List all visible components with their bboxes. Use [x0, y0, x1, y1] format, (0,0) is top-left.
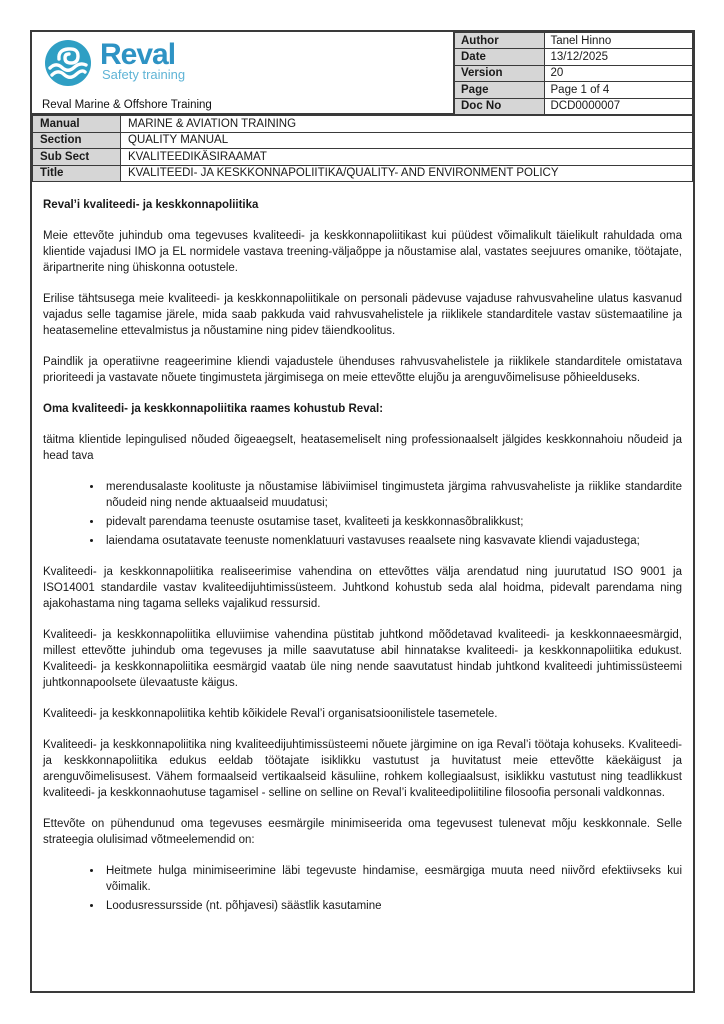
meta-row-page: [454, 82, 693, 98]
meta-value-docno: DCD0000007: [544, 98, 693, 114]
brand-tagline: Safety training: [102, 67, 186, 82]
commitment-bullet-list: [43, 479, 682, 549]
company-line: Reval Marine & Offshore Training: [42, 99, 212, 111]
section-value: QUALITY MANUAL: [121, 132, 693, 149]
body-heading-policy: Reval’i kvaliteedi- ja keskkonnapoliitika: [43, 199, 259, 211]
logo: [44, 39, 453, 87]
meta-row-author: [454, 33, 693, 49]
paragraph: Paindlik ja operatiivne reageerimine kliendi vajadustele ühenduses rahvusvahelistele ja riiklikele standarditele omistatava prioriteedi ja vastavate nõuete tingimusteta järgimisega on meie ettevõtte elujõu ja arenguvõimelisuse põhieelduseks.: [43, 356, 682, 384]
title-value: KVALITEEDI- JA KESKKONNAPOLIITIKA/QUALITY- AND ENVIRONMENT POLICY: [121, 165, 693, 182]
document-header: [32, 32, 693, 115]
meta-value-version: 20: [544, 65, 693, 81]
row-subsect: [33, 149, 693, 166]
paragraph: Meie ettevõte juhindub oma tegevuses kvaliteedi- ja keskkonnapoliitikast kui püüdest võimalikult täielikult rahuldada oma klientide vajadusi IMO ja EL normidele vastava treening-väljaõppe ja nõustamise alal, vastates seejuures omanike, töötajate, äripartnerite ning ühiskonna ootustele.: [43, 230, 682, 274]
meta-label-docno: Doc No: [454, 98, 544, 114]
section-label: Section: [33, 132, 121, 149]
brand-name: Reval: [100, 38, 176, 71]
environment-bullet-list: [43, 863, 682, 914]
meta-label-author: Author: [454, 33, 544, 49]
subsect-value: KVALITEEDIKÄSIRAAMAT: [121, 149, 693, 166]
body-heading-commitments: Oma kvaliteedi- ja keskkonnapoliitika raames kohustub Reval:: [43, 403, 384, 415]
meta-value-author: Tanel Hinno: [544, 33, 693, 49]
paragraph: Kvaliteedi- ja keskkonnapoliitika kehtib kõikidele Reval’i organisatsioonilistele tasemetele.: [43, 708, 498, 720]
meta-label-page: Page: [454, 82, 544, 98]
list-item: • merendusalaste koolituste ja nõustamise läbiviimisel tingimusteta järgima rahvusvaheliste ja riiklike standardite nõudeid ning nende aktuaalseid muudatusi;: [103, 479, 682, 511]
list-item: • laiendama osutatavate teenuste nomenklatuuri vastavuses reaalsete ning kasvavate kliendi vajadustega;: [103, 533, 682, 549]
reval-wave-logo-icon: [44, 39, 92, 87]
row-title: [33, 165, 693, 182]
meta-label-date: Date: [454, 49, 544, 65]
subsect-label: Sub Sect: [33, 149, 121, 166]
logo-text: [100, 39, 185, 82]
meta-row-docno: [454, 98, 693, 114]
document-body: [32, 182, 693, 914]
paragraph: Kvaliteedi- ja keskkonnapoliitika ning kvaliteedijuhtimissüsteemi nõuete järgimine on iga Reval’i töötaja kohuseks. Kvaliteedi- ja keskkonnapoliitika edukus eeldab töötajate isiklikku vastutust ja huvitatust meie ettevõtte käekäigust ja arenguvõimelisusest. Vähem formaalseid vertikaalseid käsuliine, rohkem kollegiaalsust, isiklikku vastutust ning teadlikkust kvaliteedi- ja keskkonnaohutuse tagamisel - selline on selline on Reval’i kvaliteedipoliitiline filosoofia personali valdkonnas.: [43, 739, 682, 799]
paragraph: Kvaliteedi- ja keskkonnapoliitika realiseerimise vahendina on ettevõttes välja arendatud ning juurutatud ISO 9001 ja ISO14001 standardile vastav kvaliteedijuhtimissüsteem. Juhtkond kohustub seda alal hoidma, pidevalt parendama ning ajakohastama ning tagama selleks vajalikud ressursid.: [43, 566, 682, 610]
paragraph: Erilise tähtsusega meie kvaliteedi- ja keskkonnapoliitikale on personali pädevuse vajaduse rahvusvaheline ulatus kasvanud vajadus selle tagamise järele, mida saab pakkuda vaid rahvusvahelistele ja riiklikele standarditele vastav süstemaatiline ja heatasemeline ettevalmistus ja nõustamine ning pidev täiendkoolitus.: [43, 293, 682, 337]
manual-label: Manual: [33, 116, 121, 133]
classification-table: [32, 115, 693, 182]
meta-value-date: 13/12/2025: [544, 49, 693, 65]
list-item: • Heitmete hulga minimiseerimine läbi tegevuste hindamise, eesmärgiga muuta need niivõrd efektiivseks kui võimalik.: [103, 863, 682, 895]
row-section: [33, 132, 693, 149]
meta-value-page: Page 1 of 4: [544, 82, 693, 98]
title-label: Title: [33, 165, 121, 182]
logo-cell: [32, 32, 453, 113]
manual-value: MARINE & AVIATION TRAINING: [121, 116, 693, 133]
meta-row-date: [454, 49, 693, 65]
meta-row-version: [454, 65, 693, 81]
meta-label-version: Version: [454, 65, 544, 81]
meta-table: [453, 32, 693, 115]
paragraph: Kvaliteedi- ja keskkonnapoliitika elluviimise vahendina püstitab juhtkond mõõdetavad kvaliteedi- ja keskkonnaeesmärgid, millest ettevõtte juhindub oma tegevuses ja mille saavutatuse abil hinnatakse kvaliteedi- ja keskkonnapoliitika edukust. Kvaliteedi- ja keskkonnapoliitika eesmärgid vaatab üle ning nende saavutatust hindab juhtkond kvaliteedi juhtimissüsteemi juhtkonnapoolsete ülevaatuste käigus.: [43, 629, 682, 689]
row-manual: [33, 116, 693, 133]
document-frame: [30, 30, 695, 993]
list-item: • Loodusressursside (nt. põhjavesi) säästlik kasutamine: [103, 898, 682, 914]
paragraph: täitma klientide lepingulised nõuded õigeaegselt, heatasemeliselt ning professionaalselt jälgides keskkonnahoiu nõudeid ja head tava: [43, 434, 682, 462]
list-item: • pidevalt parendama teenuste osutamise taset, kvaliteeti ja keskkonnasõbralikkust;: [103, 514, 682, 530]
paragraph: Ettevõte on pühendunud oma tegevuses eesmärgile minimiseerida oma tegevusest tulenevat mõju keskkonnale. Selle strateegia olulisimad võtmeelemendid on:: [43, 818, 682, 846]
